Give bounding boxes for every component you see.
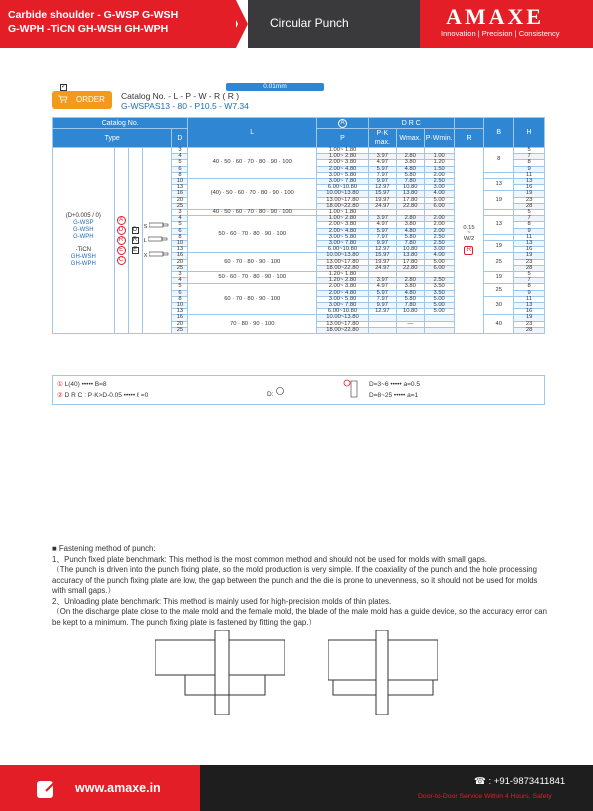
cell-W: 3.80 — [396, 284, 424, 290]
cell-PW: 5.00 — [424, 197, 454, 203]
th-L: L — [188, 118, 317, 148]
footer-phone: ☎ : +91-9873411841 — [474, 776, 566, 787]
cell-PW: 2.00 — [424, 216, 454, 222]
cell-W: 3.80 — [396, 160, 424, 166]
cell-PW: 2.50 — [424, 179, 454, 185]
note-left2-codes: D R C — [64, 392, 83, 399]
cell-H: 9 — [514, 166, 545, 172]
cell-B: 19 — [484, 241, 514, 253]
th-R: R — [454, 129, 484, 148]
cell-PW: 4.00 — [424, 191, 454, 197]
th-A: A — [317, 118, 369, 129]
cell-P: 2.00~ 3.80 — [317, 222, 369, 228]
cell-R — [454, 148, 484, 334]
cell-W: 13.80 — [396, 253, 424, 259]
note-left2-text: P·K>D-0.05 ••••• ℓ =0 — [87, 392, 149, 399]
note-mid-text: D: — [267, 391, 274, 398]
th-type: Type — [53, 129, 172, 148]
cell-PW: 2.00 — [424, 172, 454, 178]
punch-shape-icon — [148, 236, 168, 242]
cell-H: 9 — [514, 290, 545, 296]
footer-phone-number: +91-9873411841 — [493, 776, 566, 787]
cell-D: 16 — [172, 191, 188, 197]
cell-H: 23 — [514, 197, 545, 203]
cell-PW: 6.00 — [424, 265, 454, 271]
cell-H: 19 — [514, 315, 545, 321]
table-notes — [52, 375, 545, 405]
cart-icon — [58, 95, 68, 103]
header-chevron-icon — [226, 0, 248, 48]
cell-H: 8 — [514, 284, 545, 290]
cell-PK: 9.97 — [368, 241, 396, 247]
cell-W: 4.80 — [396, 290, 424, 296]
header-subtitle: Circular Punch — [270, 16, 349, 30]
cell-W: 2.80 — [396, 154, 424, 160]
th-PK: P·K max. — [368, 129, 396, 148]
note-mid — [267, 386, 285, 398]
cell-H: 7 — [514, 216, 545, 222]
cell-P: 13.00~17.80 — [317, 197, 369, 203]
cell-P: 1.00~ 1.80 — [317, 148, 369, 154]
cell-D: 20 — [172, 259, 188, 265]
th-catalog: Catalog No. — [53, 118, 188, 129]
cell-PW: 2.50 — [424, 234, 454, 240]
cell-PK: 7.97 — [368, 296, 396, 302]
cell-W: 5.80 — [396, 234, 424, 240]
cell-P: 3.00~ 5.80 — [317, 234, 369, 240]
link-icon — [36, 778, 60, 800]
cell-H: 19 — [514, 191, 545, 197]
cell-H: 7 — [514, 278, 545, 284]
cell-H: 13 — [514, 241, 545, 247]
type-cell — [53, 148, 115, 334]
shape-label: L — [144, 236, 171, 244]
cell-L: 40 · 50 · 60 · 70 · 80 · 90 · 100 — [188, 210, 317, 216]
fastening-text — [52, 544, 547, 628]
cell-H: 11 — [514, 296, 545, 302]
cell-L: 70 · 80 · 90 · 100 — [188, 315, 317, 334]
cell-PK: 4.97 — [368, 284, 396, 290]
cell-H: 7 — [514, 154, 545, 160]
note-left1-text: L(40) ••••• B=8 — [64, 381, 107, 388]
cell-PK: 3.97 — [368, 216, 396, 222]
cell-B: 30 — [484, 296, 514, 315]
cell-L: 50 · 60 · 70 · 80 · 90 · 100 — [188, 216, 317, 253]
cell-B: 13 — [484, 216, 514, 235]
cell-L: (40) · 50 · 60 · 70 · 80 · 90 · 100 — [188, 179, 317, 210]
shape-label: X — [144, 251, 171, 259]
cell-W: 3.80 — [396, 222, 424, 228]
cell-D: 6 — [172, 166, 188, 172]
cell-PW: 2.00 — [424, 222, 454, 228]
code-marker: D — [117, 226, 126, 235]
tolerance-icon — [275, 386, 285, 396]
code-marker: A — [117, 216, 126, 225]
cell-L: 40 · 50 · 60 · 70 · 80 · 90 · 100 — [188, 148, 317, 179]
cell-PK: 19.97 — [368, 197, 396, 203]
cell-PK: 7.97 — [368, 234, 396, 240]
cell-H: 28 — [514, 265, 545, 271]
cell-PK: 5.97 — [368, 228, 396, 234]
cell-B: 19 — [484, 272, 514, 284]
cell-D: 25 — [172, 327, 188, 333]
code-cell — [114, 148, 128, 334]
cell-H: 16 — [514, 185, 545, 191]
shape-label: S — [144, 222, 171, 230]
cell-P: 2.00~ 3.80 — [317, 160, 369, 166]
unit-label: 0.01mm — [226, 83, 324, 91]
cell-W: 4.80 — [396, 228, 424, 234]
note-marker-2: ② — [57, 392, 63, 399]
cell-W: 2.80 — [396, 216, 424, 222]
cell-P: 3.00~ 5.80 — [317, 296, 369, 302]
cell-D: 3 — [172, 210, 188, 216]
th-H: H — [514, 118, 545, 148]
cell-D: 8 — [172, 234, 188, 240]
cell-W: 10.80 — [396, 185, 424, 191]
cell-D: 3 — [172, 272, 188, 278]
cell-PK: 5.97 — [368, 166, 396, 172]
cell-D: 4 — [172, 216, 188, 222]
fixed-plate-drawing — [155, 630, 285, 715]
fastening-p1: 1、Punch fixed plate benchmark: This method is the most common method and should not be used for molds with small gaps. — [52, 554, 487, 564]
cell-D: 25 — [172, 265, 188, 271]
cell-H: 28 — [514, 203, 545, 209]
cell-P: 1.00~ 2.80 — [317, 154, 369, 160]
cell-D: 10 — [172, 241, 188, 247]
cell-PK: 12.97 — [368, 309, 396, 315]
cell-P: 2.00~ 4.80 — [317, 228, 369, 234]
cell-PW: 5.00 — [424, 296, 454, 302]
header-title-line2: G-WPH -TiCN GH-WSH GH-WPH — [8, 23, 169, 35]
code-box-cell — [128, 148, 142, 334]
R-range: 0.15 ~ W/2 — [463, 225, 475, 242]
cell-PW: 3.00 — [424, 247, 454, 253]
fastening-p3: 2、Unloading plate benchmark: This method is mainly used for high-precision molds of thin plates. — [52, 596, 392, 606]
cell-PK: 5.97 — [368, 290, 396, 296]
type-name: -TiCN — [75, 247, 92, 254]
cell-PK: 9.97 — [368, 179, 396, 185]
cell-PK: 3.97 — [368, 278, 396, 284]
header-title — [8, 8, 233, 36]
fastening-heading-text: Fastening method of punch: — [58, 544, 156, 553]
cell-PW: 1.00 — [424, 154, 454, 160]
catalog-example: G-WSPAS13 - 80 - P10.5 - W7.34 — [121, 101, 249, 111]
code-marker: C — [117, 256, 126, 265]
cell-D: 13 — [172, 185, 188, 191]
cell-D: 13 — [172, 247, 188, 253]
spec-table-body — [53, 148, 545, 334]
order-button-label: ORDER — [76, 95, 105, 104]
cell-B: 8 — [484, 148, 514, 173]
note-right1: D=3~6 ••••• a=0.5 — [369, 381, 420, 388]
cell-D: 4 — [172, 154, 188, 160]
brand-tagline: Innovation | Precision | Consistency — [441, 29, 560, 38]
type-name: G-WPH — [72, 234, 94, 241]
cell-PW: 1.20 — [424, 160, 454, 166]
code-box: D — [132, 226, 138, 233]
cell-P: 10.00~13.80 — [317, 253, 369, 259]
cell-PK: 12.97 — [368, 247, 396, 253]
cell-D: 4 — [172, 278, 188, 284]
code-marker: E — [117, 246, 126, 255]
cell-P: 3.00~ 7.80 — [317, 303, 369, 309]
cell-P: 2.00~ 4.80 — [317, 166, 369, 172]
cell-P: 10.00~13.80 — [317, 191, 369, 197]
cell-PK: 3.97 — [368, 154, 396, 160]
cell-P: 18.00~22.80 — [317, 265, 369, 271]
cell-L: 50 · 60 · 70 · 80 · 90 · 100 — [188, 272, 317, 284]
cell-D: 5 — [172, 284, 188, 290]
fastening-p4: （On the discharge plate close to the male mold and the female mold, the blade of the male mold has a guide device, so the accuracy error can be kept to a minimum. The punch fixing plate is fastened by fitting the gap.） — [52, 607, 547, 627]
th-PW: P·Wmin. — [424, 129, 454, 148]
cell-H: 5 — [514, 210, 545, 216]
cell-D: 20 — [172, 321, 188, 327]
cell-P: 2.00~ 4.80 — [317, 290, 369, 296]
cell-H: 23 — [514, 321, 545, 327]
cell-W: 10.80 — [396, 309, 424, 315]
cell-B: 19 — [484, 191, 514, 210]
cell-P: 13.00~17.80 — [317, 259, 369, 265]
cell-D: 5 — [172, 160, 188, 166]
th-P: P — [317, 129, 369, 148]
cell-D: 8 — [172, 172, 188, 178]
punch-shape-icon — [149, 251, 169, 257]
cell-PK: 7.97 — [368, 172, 396, 178]
cell-PK — [368, 327, 396, 333]
cell-D: 13 — [172, 309, 188, 315]
cell-H: 28 — [514, 327, 545, 333]
cell-W: 17.80 — [396, 197, 424, 203]
cell-D: 25 — [172, 203, 188, 209]
cell-D: 16 — [172, 315, 188, 321]
cell-W: 10.80 — [396, 247, 424, 253]
note-right-icon — [343, 379, 363, 403]
cell-H: 8 — [514, 160, 545, 166]
unloading-plate-drawing — [328, 630, 438, 715]
cell-B: 25 — [484, 253, 514, 272]
cell-P: 6.00~10.80 — [317, 185, 369, 191]
footer-url[interactable]: www.amaxe.in — [75, 781, 161, 795]
cell-PK: 4.97 — [368, 160, 396, 166]
cell-D: 16 — [172, 253, 188, 259]
cell-P: 1.00~ 1.80 — [317, 210, 369, 216]
cell-W: 22.80 — [396, 203, 424, 209]
note-left2: ② D R C : P·K>D-0.05 ••••• ℓ =0 — [57, 392, 149, 399]
cell-L: 60 · 70 · 80 · 90 · 100 — [188, 284, 317, 315]
cell-B: 13 — [484, 179, 514, 191]
fastening-heading: ■ Fastening method of punch: — [52, 544, 156, 553]
cell-PW: 3.50 — [424, 290, 454, 296]
cell-PW: 4.00 — [424, 253, 454, 259]
cell-D: 6 — [172, 290, 188, 296]
fastening-p2: （The punch is driven into the punch fixing plate, so the mold production is very simple. If the coaxiality of the punch and the hole processing accuracy of the punch fixing plate are low, the gap between the punch and the die is prone to unevenness, so it should not be used for molds with small gaps.） — [52, 565, 538, 595]
cell-D: 5 — [172, 222, 188, 228]
cell-H: 16 — [514, 309, 545, 315]
code-box: E — [133, 247, 138, 254]
th-B: B — [484, 118, 514, 148]
cell-H: 11 — [514, 172, 545, 178]
cell-PW: 2.00 — [424, 228, 454, 234]
code-marker: R — [117, 236, 126, 245]
cell-PK: 15.97 — [368, 191, 396, 197]
cell-P: 3.00~ 5.80 — [317, 172, 369, 178]
spec-table-wrap — [52, 117, 545, 375]
brand-logo: AMAXE — [446, 4, 545, 29]
cell-P: 18.00~22.80 — [317, 327, 369, 333]
type-name: GH-WPH — [70, 261, 96, 268]
cell-PW: 2.50 — [424, 241, 454, 247]
page-footer — [0, 765, 593, 811]
cell-PK: 15.97 — [368, 253, 396, 259]
cell-P: 1.20~ 2.80 — [317, 278, 369, 284]
checkbox-icon: ✓ — [61, 84, 67, 90]
cell-PK: 24.97 — [368, 265, 396, 271]
th-W: Wmax. — [396, 129, 424, 148]
cell-PK: 4.97 — [368, 222, 396, 228]
type-name: G-WSH — [72, 227, 94, 234]
note-marker-1: ① — [57, 381, 63, 388]
cell-P: 3.00~ 7.80 — [317, 179, 369, 185]
cell-PW: 5.00 — [424, 309, 454, 315]
cell-P: 18.00~22.80 — [317, 203, 369, 209]
cell-H: 11 — [514, 234, 545, 240]
cell-H: 5 — [514, 272, 545, 278]
cell-H: 23 — [514, 259, 545, 265]
cell-W: 22.80 — [396, 265, 424, 271]
cell-W: 5.80 — [396, 296, 424, 302]
cell-H: 19 — [514, 253, 545, 259]
cell-L: 60 · 70 · 80 · 90 · 100 — [188, 253, 317, 272]
cell-W: 13.80 — [396, 191, 424, 197]
cell-PW: 6.00 — [424, 203, 454, 209]
cell-PK: 9.97 — [368, 303, 396, 309]
cell-B: 40 — [484, 315, 514, 334]
punch-tip-icon — [343, 379, 363, 401]
catalog-header: Catalog No. - L - P - W - R ( R ) — [121, 91, 240, 101]
cell-D: 6 — [172, 228, 188, 234]
page-header — [0, 0, 593, 48]
cell-P: 6.00~10.80 — [317, 309, 369, 315]
cell-PK: 24.97 — [368, 203, 396, 209]
cell-P: 1.20~ 1.80 — [317, 272, 369, 278]
cell-PW: 3.00 — [424, 185, 454, 191]
cell-P: 13.00~17.80 — [317, 321, 369, 327]
type-name: G-WSP — [73, 220, 94, 227]
cell-P: 2.00~ 3.80 — [317, 284, 369, 290]
cell-W: — — [396, 321, 424, 327]
cell-W — [396, 327, 424, 333]
cell-PK: 12.97 — [368, 185, 396, 191]
R-marker: R — [464, 246, 473, 255]
cell-P: 10.00~13.80 — [317, 315, 369, 321]
footer-dark-panel — [200, 765, 593, 811]
note-right2: D=8~25 ••••• a=1 — [369, 392, 419, 399]
cell-D: 8 — [172, 296, 188, 302]
cell-H: 13 — [514, 179, 545, 185]
type-name: GH-WSH — [70, 254, 96, 261]
cell-D: 20 — [172, 197, 188, 203]
cell-P: 3.00~ 7.80 — [317, 241, 369, 247]
spec-table — [52, 117, 545, 334]
punch-shape-icon — [149, 222, 169, 228]
cell-W: 17.80 — [396, 259, 424, 265]
header-title-line1: Carbide shoulder - G-WSP G-WSH — [8, 9, 179, 21]
th-DRC: D R C — [368, 118, 454, 129]
cell-W: 5.80 — [396, 172, 424, 178]
cell-P: 1.00~ 2.80 — [317, 216, 369, 222]
cell-W: 7.80 — [396, 179, 424, 185]
cell-W: 4.80 — [396, 166, 424, 172]
type-formula: (D+0.005 / 0) — [65, 213, 101, 220]
cell-D: 10 — [172, 303, 188, 309]
cell-B: 25 — [484, 284, 514, 296]
cell-W: 7.80 — [396, 303, 424, 309]
cell-W: 7.80 — [396, 241, 424, 247]
cell-PK: 19.97 — [368, 259, 396, 265]
th-R-top — [454, 118, 484, 129]
shape-cell — [142, 148, 172, 334]
cell-H: 9 — [514, 228, 545, 234]
cell-D: 3 — [172, 148, 188, 154]
cell-PW: 2.50 — [424, 278, 454, 284]
cell-PW: 5.00 — [424, 259, 454, 265]
footer-tagline: Door-to-Door Service Within 4 Hours, Safety — [418, 793, 552, 800]
cell-D: 10 — [172, 179, 188, 185]
note-left1 — [57, 380, 107, 388]
cell-PW: 5.00 — [424, 303, 454, 309]
cell-W: 2.80 — [396, 278, 424, 284]
cell-PW: 3.50 — [424, 284, 454, 290]
code-box: R — [132, 236, 138, 243]
th-D: D — [172, 129, 188, 148]
cell-PW — [424, 327, 454, 333]
cell-P: 6.00~10.80 — [317, 247, 369, 253]
order-button[interactable] — [52, 91, 112, 109]
cell-PW: 1.50 — [424, 166, 454, 172]
cell-H: 13 — [514, 303, 545, 309]
cell-H: 16 — [514, 247, 545, 253]
table-row — [53, 148, 545, 154]
cell-H: 5 — [514, 148, 545, 154]
cell-H: 8 — [514, 222, 545, 228]
